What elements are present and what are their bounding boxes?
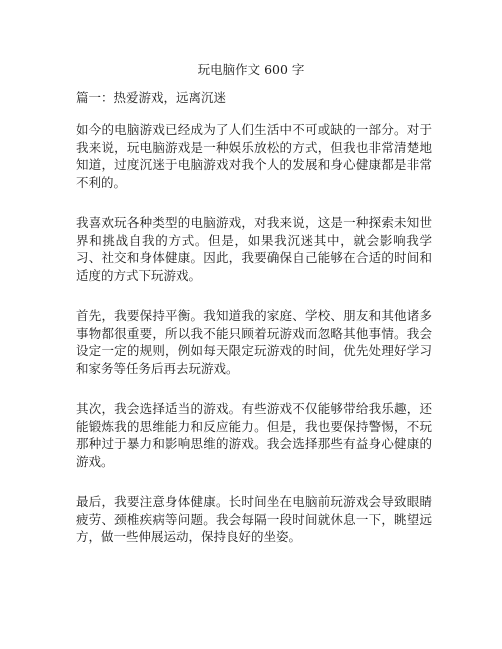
document-body: [76, 121, 432, 569]
document-title: 玩电脑作文 600 字: [197, 62, 305, 77]
paragraph-1: 如今的电脑游戏已经成为了人们生活中不可或缺的一部分。对于我来说，玩电脑游戏是一种娱乐放松的方式，但我也非常清楚地知道，过度沉迷于电脑游戏对我个人的发展和身心健康都是非常不利的。: [76, 122, 432, 190]
paragraph-5: 最后，我要注意身体健康。长时间坐在电脑前玩游戏会导致眼睛疲劳、颈椎疾病等问题。我会每隔一段时间就休息一下，眺望远方，做一些伸展运动，保持良好的坐姿。: [76, 494, 432, 544]
paragraph-4: 其次，我会选择适当的游戏。有些游戏不仅能够带给我乐趣，还能锻炼我的思维能力和反应能力。但是，我也要保持警惕，不玩那种过于暴力和影响思维的游戏。我会选择那些有益身心健康的游戏。: [76, 401, 432, 469]
section-heading: 篇一：热爱游戏，远离沉迷: [76, 90, 227, 105]
paragraph-2: 我喜欢玩各种类型的电脑游戏，对我来说，这是一种探索未知世界和挑战自我的方式。但是，如果我沉迷其中，就会影响我学习、社交和身体健康。因此，我要确保自己能够在合适的时间和适度的方式下玩游戏。: [76, 215, 432, 283]
paragraph-3: 首先，我要保持平衡。我知道我的家庭、学校、朋友和其他诸多事物都很重要，所以我不能只顾着玩游戏而忽略其他事情。我会设定一定的规则，例如每天限定玩游戏的时间，优先处理好学习和家务等任务后再去玩游戏。: [76, 308, 432, 376]
